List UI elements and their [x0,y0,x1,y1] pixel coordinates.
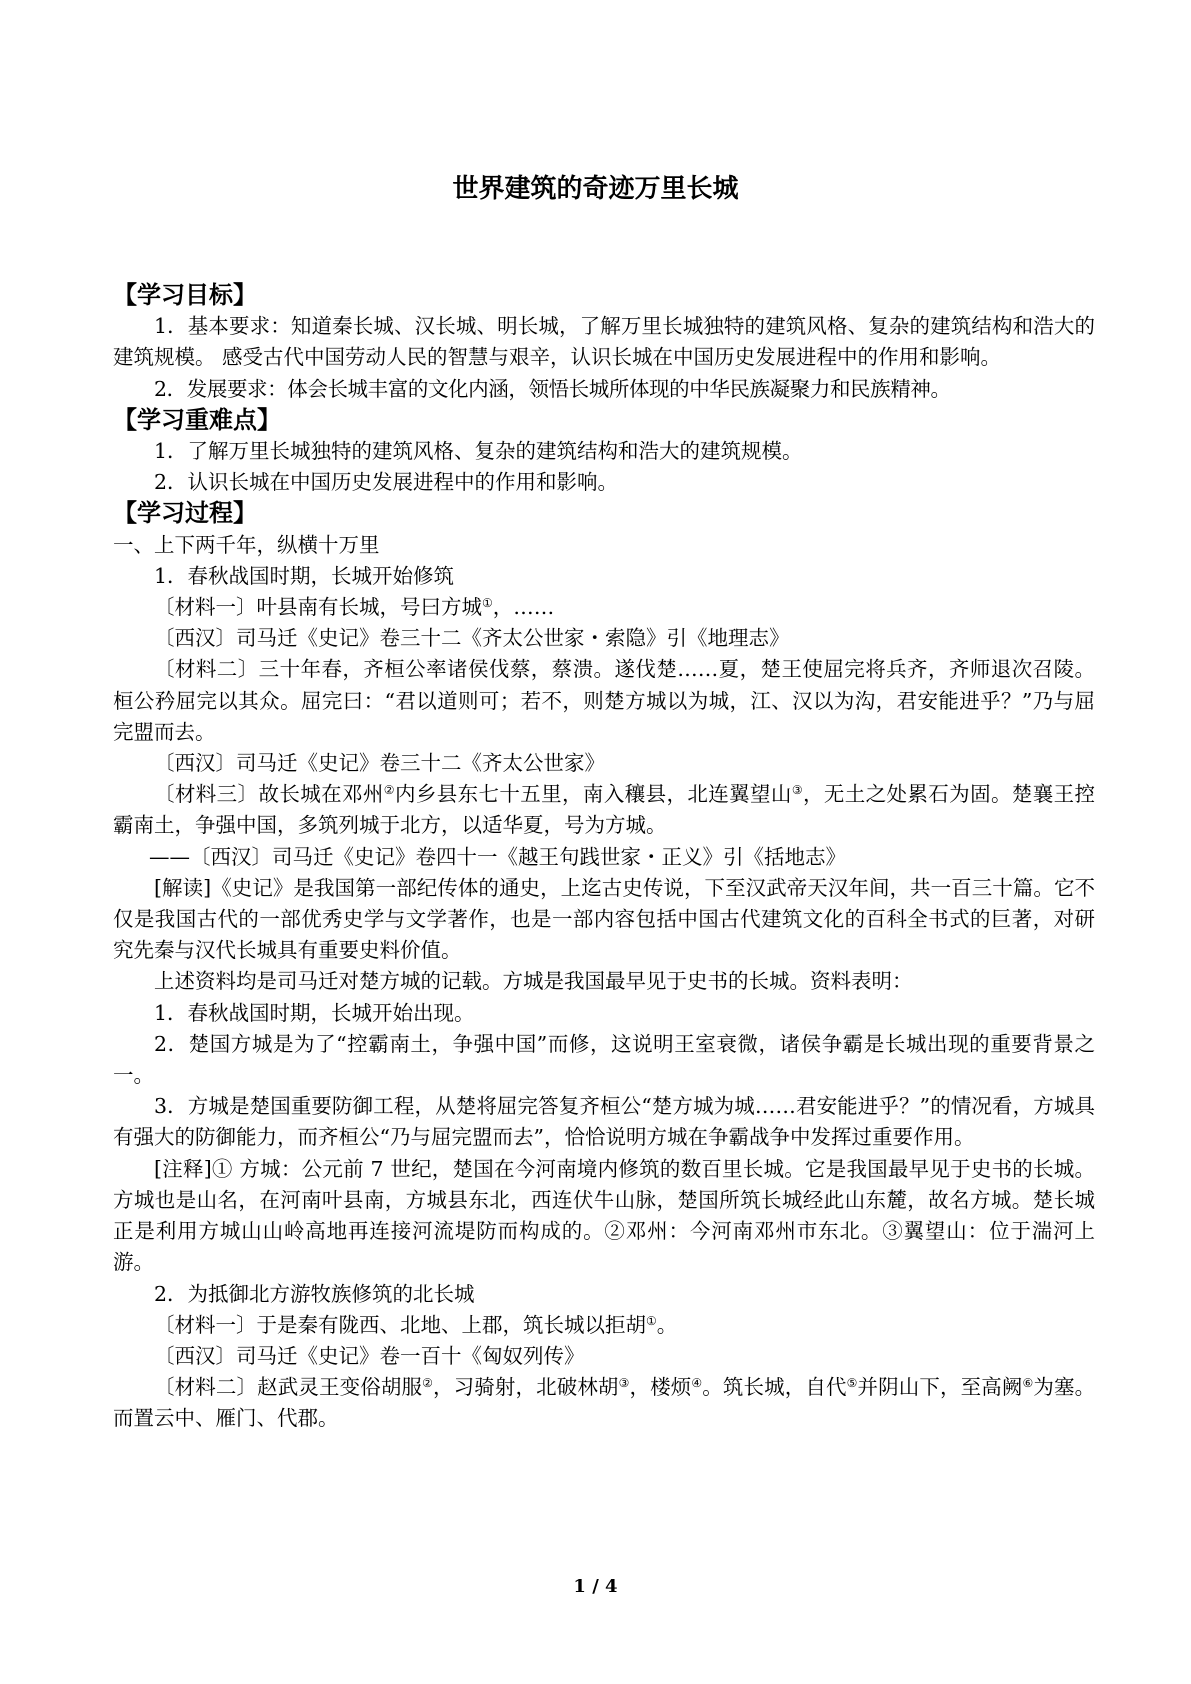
material-3-text-c: ，无土之处累石为固。楚襄王控霸南土，争强中国，多筑列城于北方，以适华夏，号为方城。 [113,782,1096,838]
footnote-ref: ⑥ [1022,1376,1034,1391]
section-heading-key-points: 【学习重难点】 [113,405,281,434]
north-material-2-text-a: 〔材料二〕赵武灵王变俗胡服 [154,1375,423,1400]
footnote-ref: ③ [618,1376,630,1391]
material-1-tail: ，…… [492,595,555,620]
north-material-1-text: 〔材料一〕于是秦有陇西、北地、上郡，筑长城以拒胡 [154,1312,646,1337]
material-3-source: ——〔西汉〕司马迁《史记》卷四十一《越王句践世家・正义》引《括地志》 [149,844,846,869]
north-material-1-tail: 。 [656,1312,678,1337]
subheading-1: 1．春秋战国时期，长城开始修筑 [154,563,455,588]
material-3 [113,779,1095,841]
material-2: 〔材料二〕三十年春，齐桓公率诸侯伐蔡，蔡溃。遂伐楚……夏，楚王使屈完将兵齐，齐师退次召陵。桓公矜屈完以其众。屈完曰：“君以道则可；若不，则楚方城以为城，江、汉以为沟，君安能进乎？”乃与屈完盟而去。 [113,657,1095,744]
north-material-2-text-f: 为塞。而置云中、雁门、代郡。 [113,1375,1096,1431]
north-material-2-text-c: ，楼烦 [629,1375,692,1400]
material-1 [113,592,1095,623]
notes-paragraph: [注释]① 方城：公元前 7 世纪，楚国在今河南境内修筑的数百里长城。它是我国最早见于史书的长城。方城也是山名，在河南叶县南，方城县东北，西连伏牛山脉，楚国所筑长城经此山东麓，故名方城。楚长城正是利用方城山山岭高地再连接河流堤防而构成的。②邓州：今河南邓州市东北。③翼望山：位于湍河上游。 [113,1156,1095,1275]
material-2-source: 〔西汉〕司马迁《史记》卷三十二《齐太公世家》 [154,751,605,776]
north-material-2-text-e: 并阴山下，至高阙 [857,1375,1023,1400]
footnote-ref: ② [422,1376,433,1391]
material-1-text: 〔材料一〕叶县南有长城，号曰方城 [154,595,482,620]
footnote-ref: ② [383,783,395,798]
goal-item-2: 2．发展要求：体会长城丰富的文化内涵，领悟长城所体现的中华民族凝聚力和民族精神。 [154,376,951,401]
north-material-2-text-d: 。筑长城，自代 [702,1375,847,1400]
north-material-1 [113,1310,1095,1341]
footnote-ref: ① [646,1313,657,1328]
page-number: 1 / 4 [573,1576,618,1597]
summary-paragraph: 上述资料均是司马迁对楚方城的记载。方城是我国最早见于史书的长城。资料表明： [154,969,913,994]
section-heading-goals: 【学习目标】 [113,281,257,309]
subheading-2: 2．为抵御北方游牧族修筑的北长城 [154,1281,475,1306]
north-material-1-source: 〔西汉〕司马迁《史记》卷一百十《匈奴列传》 [154,1343,585,1368]
goal-item-1: 1．基本要求：知道秦长城、汉长城、明长城，了解万里长城独特的建筑风格、复杂的建筑结构和浩大的建筑规模。 感受古代中国劳动人民的智慧与艰辛，认识长城在中国历史发展进程中的作用和影响。 [113,314,1095,370]
document-title: 世界建筑的奇迹万里长城 [452,174,739,204]
part-heading-1: 一、上下两千年，纵横十万里 [113,532,380,557]
material-3-text-a: 〔材料三〕故长城在邓州 [154,782,384,807]
document-body [113,280,1095,1435]
conclusion-point-1: 1．春秋战国时期，长城开始出现。 [154,1000,475,1025]
section-heading-process: 【学习过程】 [113,499,257,528]
interpretation-paragraph: [解读]《史记》是我国第一部纪传体的通史，上迄古史传说，下至汉武帝天汉年间，共一百三十篇。它不仅是我国古代的一部优秀史学与文学著作，也是一部内容包括中国古代建筑文化的百科全书式的巨著，对研究先秦与汉代长城具有重要史料价值。 [113,875,1095,963]
footnote-ref: ① [482,596,493,611]
material-1-source: 〔西汉〕司马迁《史记》卷三十二《齐太公世家・索隐》引《地理志》 [154,626,790,651]
material-3-text-b: 内乡县东七十五里，南入穰县，北连翼望山 [394,782,792,807]
conclusion-point-2: 2．楚国方城是为了“控霸南土，争强中国”而修，这说明王室衰微，诸侯争霸是长城出现的重要背景之一。 [113,1031,1095,1088]
footnote-ref: ⑤ [846,1376,858,1391]
key-point-2: 2．认识长城在中国历史发展进程中的作用和影响。 [154,470,619,495]
north-material-2 [113,1372,1095,1434]
footnote-ref: ③ [791,783,803,798]
key-point-1: 1．了解万里长城独特的建筑风格、复杂的建筑结构和浩大的建筑规模。 [154,439,803,464]
north-material-2-text-b: ，习骑射，北破林胡 [432,1375,619,1400]
conclusion-point-3: 3．方城是楚国重要防御工程，从楚将屈完答复齐桓公“楚方城为城……君安能进乎？”的情况看，方城具有强大的防御能力，而齐桓公“乃与屈完盟而去”，恰恰说明方城在争霸战争中发挥过重要作用。 [113,1094,1095,1150]
footnote-ref: ④ [691,1376,703,1391]
